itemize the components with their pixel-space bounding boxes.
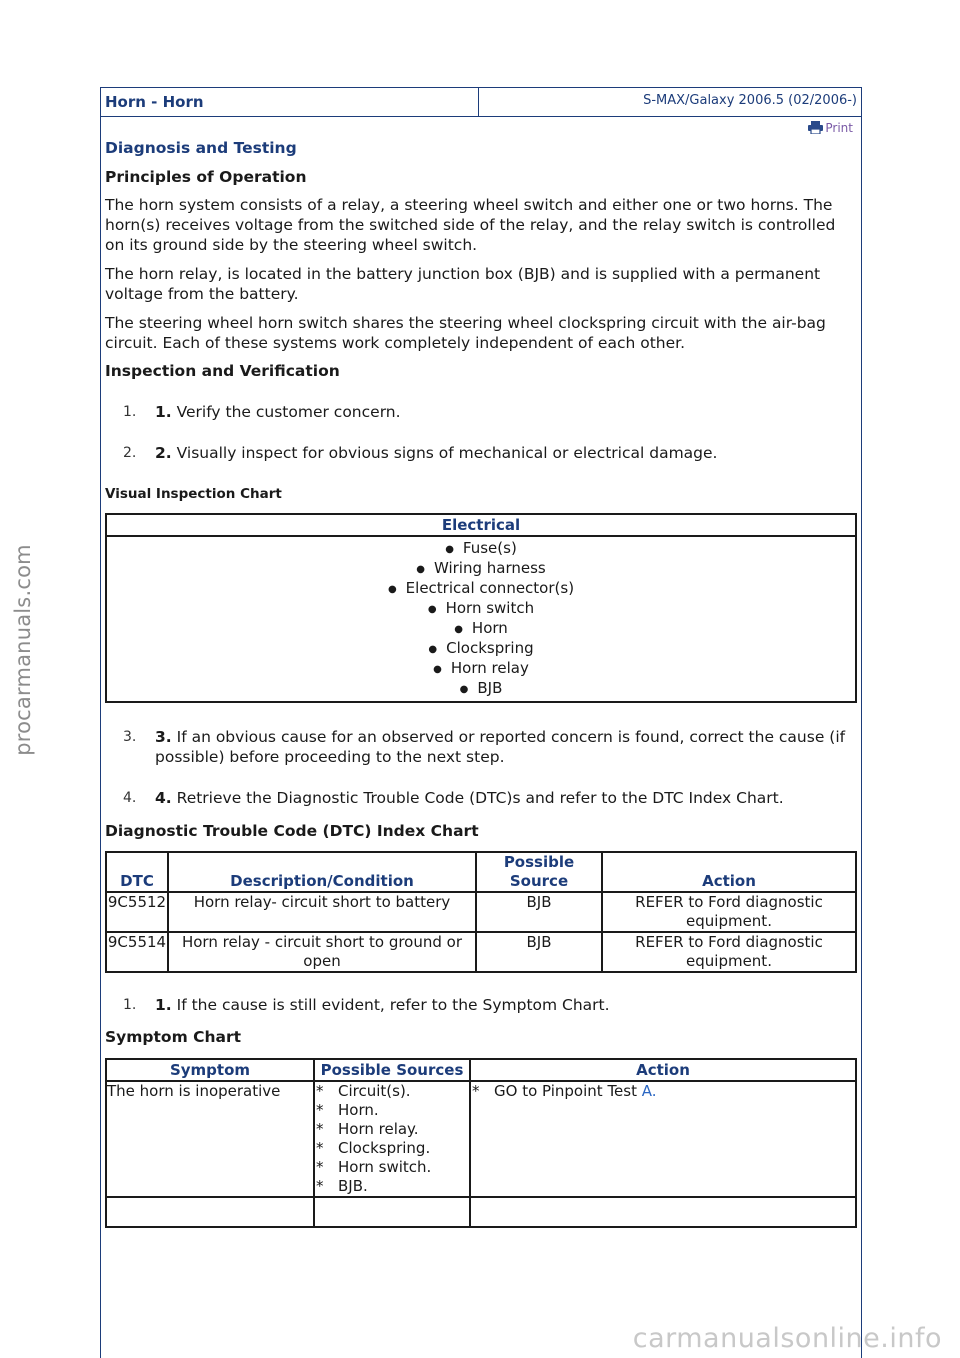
page-title: Horn - Horn xyxy=(101,88,479,116)
visual-items-list xyxy=(107,539,855,699)
step-number: 1. xyxy=(123,404,137,420)
table-row xyxy=(106,1197,856,1227)
step-number: 3. xyxy=(123,729,137,745)
dtc-action: REFER to Ford diagnostic equipment. xyxy=(602,892,856,932)
step-item xyxy=(105,788,857,808)
symptom-table xyxy=(105,1058,857,1228)
symptom-action: * GO to Pinpoint Test A. xyxy=(470,1081,856,1197)
list-item: ● Horn xyxy=(107,619,855,639)
table-row xyxy=(106,892,856,932)
vehicle-model: S-MAX/Galaxy 2006.5 (02/2006-) xyxy=(643,93,857,108)
step-item xyxy=(105,995,857,1015)
list-item: * BJB. xyxy=(316,1177,368,1195)
dtc-chart-title: Diagnostic Trouble Code (DTC) Index Chart xyxy=(105,822,479,840)
action-col-header: Action xyxy=(602,852,856,892)
list-item: * Horn. xyxy=(316,1101,379,1119)
description-col-header: Description/Condition xyxy=(168,852,476,892)
step-number: 1. xyxy=(123,997,137,1013)
dtc-source: BJB xyxy=(476,892,602,932)
action-col-header: Action xyxy=(470,1059,856,1081)
list-item: ● Horn relay xyxy=(107,659,855,679)
step-bold-number: 2. xyxy=(155,444,172,462)
list-item: ● Wiring harness xyxy=(107,559,855,579)
side-watermark-text: procarmanuals.com xyxy=(11,544,35,756)
step-text: Retrieve the Diagnostic Trouble Code (DTC)s and refer to the DTC Index Chart. xyxy=(176,789,784,807)
step-text: Verify the customer concern. xyxy=(176,403,401,421)
list-item: * Horn switch. xyxy=(316,1158,432,1176)
symptom-text: The horn is inoperative xyxy=(106,1081,314,1197)
print-label[interactable]: Print xyxy=(825,121,853,135)
inspection-heading: Inspection and Verification xyxy=(105,362,340,380)
printer-icon xyxy=(808,121,823,134)
section-title: Diagnosis and Testing xyxy=(105,139,297,157)
dtc-code: 9C5514 xyxy=(106,932,168,972)
list-item: ● Electrical connector(s) xyxy=(107,579,855,599)
step-bold-number: 3. xyxy=(155,728,172,746)
pinpoint-test-link[interactable]: A xyxy=(641,1082,652,1100)
side-watermark xyxy=(8,520,38,780)
table-row xyxy=(106,1081,856,1197)
symptom-col-header: Symptom xyxy=(106,1059,314,1081)
principles-paragraph: The horn relay, is located in the battery junction box (BJB) and is supplied with a permanent voltage from the battery. xyxy=(105,265,821,303)
step-bold-number: 1. xyxy=(155,996,172,1014)
dtc-description: Horn relay - circuit short to ground or open xyxy=(168,932,476,972)
step-number: 2. xyxy=(123,445,137,461)
step-text: Visually inspect for obvious signs of mechanical or electrical damage. xyxy=(176,444,718,462)
principles-paragraph: The steering wheel horn switch shares the steering wheel clockspring circuit with the air-bag circuit. Each of these systems work completely independent of each other. xyxy=(105,314,826,352)
table-row xyxy=(106,932,856,972)
symptom-chart-title: Symptom Chart xyxy=(105,1028,242,1046)
step-item xyxy=(105,727,857,767)
page-header xyxy=(101,87,861,117)
visual-chart-title: Visual Inspection Chart xyxy=(105,486,282,502)
sources-col-header: Possible Sources xyxy=(314,1059,470,1081)
list-item: * Horn relay. xyxy=(316,1120,419,1138)
step-text: If the cause is still evident, refer to the Symptom Chart. xyxy=(176,996,610,1014)
list-item: * Circuit(s). xyxy=(316,1082,411,1100)
dtc-description: Horn relay- circuit short to battery xyxy=(168,892,476,932)
step-item xyxy=(105,402,857,422)
possible-sources xyxy=(314,1081,470,1197)
source-col-header: Possible Source xyxy=(476,852,602,892)
step-item xyxy=(105,443,857,463)
dtc-code: 9C5512 xyxy=(106,892,168,932)
step-text: If an obvious cause for an observed or reported concern is found, correct the cause (if possible) before proceeding to the next step. xyxy=(155,728,846,766)
list-item: ● Horn switch xyxy=(107,599,855,619)
dtc-source: BJB xyxy=(476,932,602,972)
list-item: ● BJB xyxy=(107,679,855,699)
list-item: ● Clockspring xyxy=(107,639,855,659)
principles-heading: Principles of Operation xyxy=(105,168,307,186)
list-item: * Clockspring. xyxy=(316,1139,431,1157)
principles-paragraph: The horn system consists of a relay, a steering wheel switch and either one or two horns. The horn(s) receives voltage from the switched side of the relay, and the relay switch is controlled on its ground side by the steering wheel switch. xyxy=(105,196,836,254)
step-number: 4. xyxy=(123,790,137,806)
manual-page xyxy=(100,87,862,1358)
bottom-watermark: carmanualsonline.info xyxy=(632,1323,942,1354)
visual-chart-header: Electrical xyxy=(106,514,856,536)
visual-inspection-table xyxy=(105,513,857,703)
step-bold-number: 1. xyxy=(155,403,172,421)
dtc-index-table xyxy=(105,851,857,973)
dtc-action: REFER to Ford diagnostic equipment. xyxy=(602,932,856,972)
print-link[interactable] xyxy=(101,117,861,139)
step-bold-number: 4. xyxy=(155,789,172,807)
content xyxy=(101,139,861,1228)
dtc-col-header: DTC xyxy=(106,852,168,892)
list-item: ● Fuse(s) xyxy=(107,539,855,559)
